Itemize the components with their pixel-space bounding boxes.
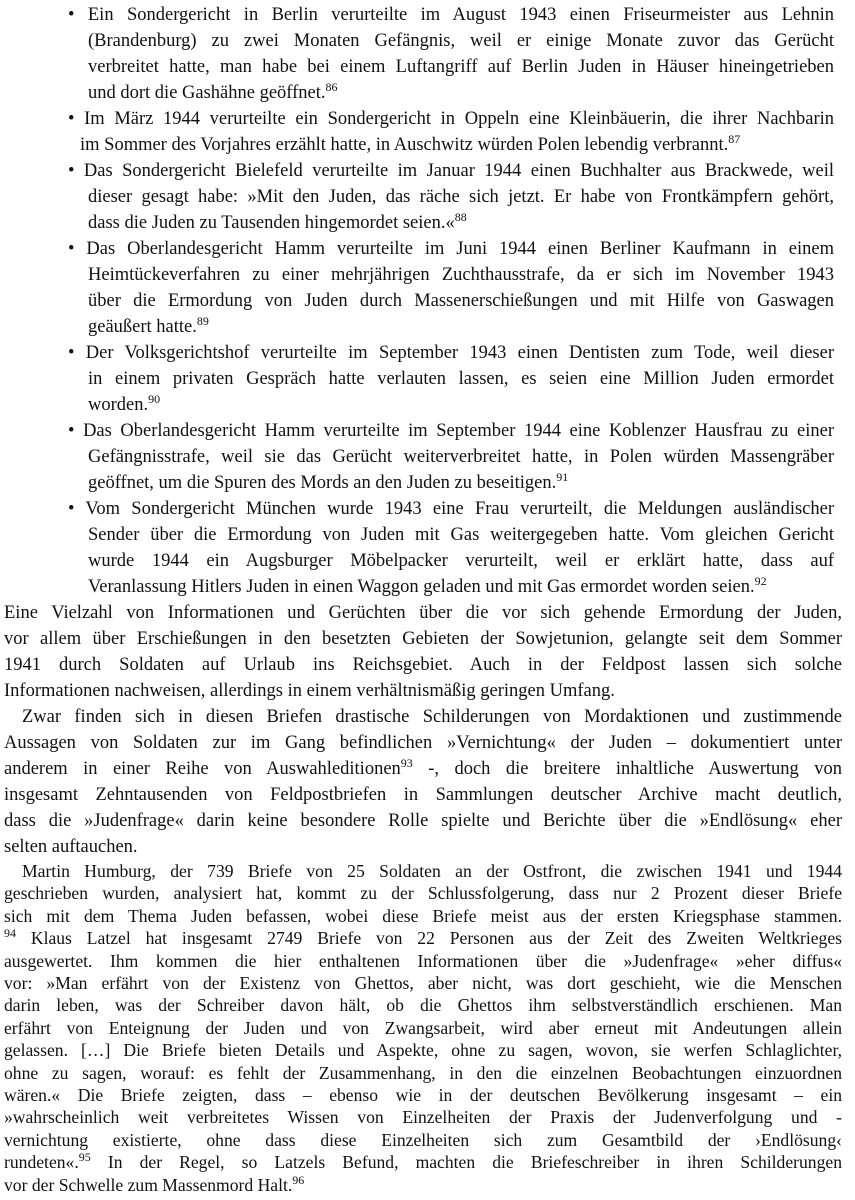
- paragraph-2-line-5: dass die »Judenfrage« darin keine besondere Rolle spielte und Berichte über die »Endlösung« eher: [4, 811, 842, 831]
- footnote-89: 89: [196, 314, 209, 328]
- paragraph-2-line-2: Aussagen von Soldaten zur im Gang befindlichen »Vernichtung« der Juden – dokumentiert unter: [4, 733, 842, 753]
- paragraph-2-line-1: Zwar finden sich in diesen Briefen drastische Schilderungen von Mordaktionen und zustimmende: [22, 707, 842, 727]
- paragraph-3-line-1: Martin Humburg, der 739 Briefe von 25 Soldaten an der Ostfront, die zwischen 1941 und 1944: [22, 861, 842, 881]
- paragraph-3-line-15: vor der Schwelle zum Massenmord Halt.$^{96}$: [4, 1172, 305, 1195]
- footnote-90: 90: [148, 392, 161, 406]
- bullet-3-line-1: • Das Sondergericht Bielefeld verurteilte im Januar 1944 einen Buchhalter aus Brackwede, weil: [68, 161, 834, 181]
- bullet-2-line-1: • Im März 1944 verurteilte ein Sondergericht in Oppeln eine Kleinbäuerin, die ihrer Nachbarin: [68, 109, 834, 129]
- bullet-4-line-4: geäußert hatte.$^{89}$: [88, 314, 209, 337]
- bullet-4-line-1: • Das Oberlandesgericht Hamm verurteilte im Juni 1944 einen Berliner Kaufmann in einem: [68, 239, 834, 259]
- bullet-7-line-3: wurde 1944 ein Augsburger Möbelpacker verurteilt, weil er erklärt hatte, dass auf: [88, 551, 834, 571]
- paragraph-3-line-14: rundeten«.$^{95}$ In der Regel, so Latzels Befund, machten die Briefeschreiber in ihren Schilderungen: [4, 1150, 842, 1173]
- bullet-6-line-1: • Das Oberlandesgericht Hamm verurteilte im September 1944 eine Koblenzer Hausfrau zu einer: [68, 421, 834, 441]
- footnote-86: 86: [325, 80, 338, 94]
- bullet-3-line-2: dieser gesagt habe: »Mit den Juden, das räche sich jetzt. Er habe von Frontkämpfern gehört,: [88, 187, 834, 207]
- paragraph-1-line-3: 1941 durch Soldaten auf Urlaub ins Reichsgebiet. Auch in der Feldpost lassen sich solche: [4, 655, 842, 675]
- footnote-96: 96: [292, 1172, 305, 1187]
- bullet-1-line-4: und dort die Gashähne geöffnet.$^{86}$: [88, 80, 338, 103]
- paragraph-3-line-3: sich mit dem Thema Juden befassen, wobei diese Briefe meist aus der ersten Kriegsphase stammen.: [4, 905, 842, 926]
- paragraph-1-line-4: Informationen nachweisen, allerdings in einem verhältnismäßig geringen Umfang.: [4, 681, 615, 701]
- paragraph-3-line-7: darin leben, was der Schreiber davon hält, ob die Ghettos ihm selbstverständlich erschienen. Man: [4, 995, 842, 1016]
- paragraph-3-line-8: erfährt von Enteignung der Juden und von Zwangsarbeit, wird aber erneut mit Andeutungen allein: [4, 1017, 842, 1038]
- bullet-4-line-3: über die Ermordung von Juden durch Massenerschießungen und mit Hilfe von Gaswagen: [88, 291, 834, 311]
- bullet-3-line-3: dass die Juden zu Tausenden hingemordet seien.«$^{88}$: [88, 210, 467, 233]
- bullet-4-line-2: Heimtückeverfahren zu einer mehrjährigen Zuchthausstrafe, da er sich im November 1943: [88, 265, 834, 285]
- bullet-5-line-1: • Der Volksgerichtshof verurteilte im September 1943 einen Dentisten zum Tode, weil dieser: [68, 343, 834, 363]
- paragraph-3-line-6: vor: »Man erfährt von der Existenz von Ghettos, aber nicht, was dort geschieht, wie die Menschen: [4, 973, 842, 993]
- bullet-6-line-3: geöffnet, um die Spuren des Mords an den Juden zu beseitigen.$^{91}$: [88, 470, 569, 493]
- paragraph-3-line-4: $^{94}$ Klaus Latzel hat insgesamt 2749 Briefe von 22 Personen aus der Zeit des Zweiten Weltkrieges: [4, 926, 842, 949]
- bullet-1-line-2: (Brandenburg) zu zwei Monaten Gefängnis, weil er einige Monate zuvor das Gerücht: [88, 31, 834, 51]
- paragraph-3-line-11: wären.« Die Briefe zeigten, dass – ebenso wie in der deutschen Bevölkerung insgesamt – ein: [4, 1085, 842, 1105]
- footnote-95: 95: [78, 1150, 91, 1165]
- paragraph-1-line-2: vor allem über Erschießungen in den besetzten Gebieten der Sowjetunion, gelangte seit dem Sommer: [4, 629, 842, 649]
- paragraph-2-line-3: anderem in einer Reihe von Auswahleditionen$^{93}$ -, doch die breitere inhaltliche Auswertung von: [4, 756, 842, 779]
- paragraph-1-line-1: Eine Vielzahl von Informationen und Gerüchten über die vor sich gehende Ermordung der Juden,: [4, 603, 842, 623]
- bullet-7-line-4: Veranlassung Hitlers Juden in einen Waggon geladen und mit Gas ermordet worden seien.$^{92}$: [88, 574, 767, 597]
- paragraph-3-line-5: ausgewertet. Ihm kommen die hier enthaltenen Informationen über die »Judenfrage« »eher diffus«: [4, 950, 842, 971]
- bullet-1-line-3: verbreitet hatte, man habe bei einem Luftangriff auf Berlin Juden in Häuser hineingetrieben: [88, 57, 834, 77]
- bullet-5-line-2: in einem privaten Gespräch hatte verlauten lassen, es seien eine Million Juden ermordet: [88, 369, 834, 389]
- bullet-2-line-2: im Sommer des Vorjahres erzählt hatte, in Auschwitz würden Polen lebendig verbrannt.$^{87}$: [80, 132, 741, 155]
- paragraph-2-line-6: selten auftauchen.: [4, 837, 138, 857]
- bullet-5-line-3: worden.$^{90}$: [88, 392, 161, 415]
- paragraph-3-line-10: ohne zu sagen, worauf: es fehlt der Zusammenhang, in den die einzelnen Beobachtungen einzuordnen: [4, 1062, 842, 1083]
- footnote-88: 88: [454, 210, 467, 224]
- paragraph-2-line-4: insgesamt Zehntausenden von Feldpostbriefen in Sammlungen deutscher Archive macht deutlich,: [4, 785, 842, 805]
- bullet-7-line-1: • Vom Sondergericht München wurde 1943 eine Frau verurteilt, die Meldungen ausländischer: [68, 499, 834, 519]
- footnote-92: 92: [754, 574, 767, 588]
- paragraph-3-line-9: gelassen. […] Die Briefe bieten Details und Aspekte, ohne zu sagen, wovon, sie werfen Schlaglichter,: [4, 1040, 842, 1061]
- bullet-7-line-2: Sender über die Ermordung von Juden mit Gas weitergegeben hatte. Vom gleichen Gericht: [88, 525, 834, 545]
- footnote-94: 94: [4, 926, 16, 941]
- bullet-6-line-2: Gefängnisstrafe, weil sie das Gerücht weiterverbreitet hatte, in Polen würden Massengräber: [88, 447, 834, 467]
- footnote-87: 87: [728, 132, 741, 146]
- bullet-1-line-1: • Ein Sondergericht in Berlin verurteilte im August 1943 einen Friseurmeister aus Lehnin: [68, 5, 834, 25]
- paragraph-3-line-13: vernichtung existierte, ohne dass diese Einzelheiten sich zum Gesamtbild der ›Endlösung‹: [4, 1129, 842, 1150]
- paragraph-3-line-12: »wahrscheinlich weit verbreitetes Wissen von Einzelheiten der Praxis der Judenverfolgung und -: [4, 1107, 842, 1128]
- paragraph-3-line-2: geschrieben wurden, analysiert hat, kommt zu der Schlussfolgerung, dass nur 2 Prozent dieser Briefe: [4, 883, 842, 904]
- footnote-93: 93: [400, 756, 413, 770]
- footnote-91: 91: [556, 470, 569, 484]
